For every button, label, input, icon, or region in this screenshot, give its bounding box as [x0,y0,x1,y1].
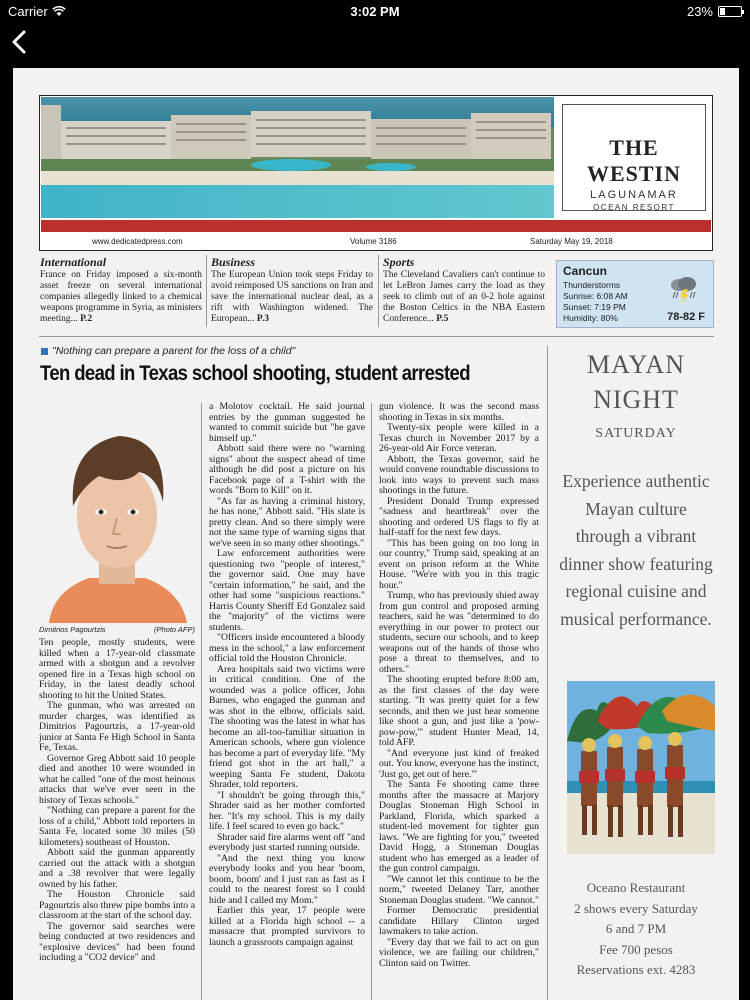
article-column-2 [209,402,365,1000]
divider [371,403,372,1000]
article-paragraph: "And the next thing you know everybody looks and you hear 'boom, boom, boom' and I just ran as fast as I could to the nearest forest so I could hide and I called my Mom." [209,852,365,906]
teaser-section: International [40,255,107,269]
article-paragraph: Law enforcement authorities were questioning two "people of interest," the governor said. One may have "certain information," he said, and the other had some "suspicious reactions." Harris County Sheriff Ed Gonzalez said the "majority" of the victims were students. [209,548,365,633]
article-paragraph: "I shouldn't be going through this," Shrader said as her mother comforted her. "It's my school. This is my daily life. I feel scared to even go back." [209,789,365,832]
kicker-marker-icon [41,348,48,355]
logo-title: THE WESTIN [586,135,682,186]
article-paragraph: Trump, who has previously shied away from gun control and proposed arming teachers, said he was "determined to do everything in our power to protect our students, secure our schools, and to keep weapons out of the hands of those who pose a threat to themselves, and to others." [379,590,539,675]
chevron-left-icon [6,26,36,58]
clock: 3:02 PM [350,4,400,19]
teaser-business[interactable] [211,257,373,325]
article-paragraph: Governor Greg Abbott said 10 people died and another 10 were wounded in what he called "one of the most heinous attacks that we've ever seen in the history of Texas schools." [39,752,195,806]
teaser-page: P.5 [436,314,449,324]
masthead-info-line [40,236,712,250]
article-paragraph: Earlier this year, 17 people were killed at a Florida high school -- a massacre that prompted survivors to launch a grassroots campaign against [209,905,365,948]
ad-description: Experience authentic Mayan culture through a vibrant dinner show featuring regional cuisine and musical performance. [559,471,713,629]
teaser-text: France on Friday imposed a six-month asset freeze on several international companies allegedly linked to a chemical weapons programme in Syria, as ministers meeting... [40,270,202,324]
article-paragraph: a Molotov cocktail. He said journal entries by the gunman suggested he wanted to commit suicide but "he gave himself up." [209,402,365,444]
article-paragraph: "Officers inside encountered a bloody mess in the school," a law enforcement official told the Houston Chronicle. [209,632,365,664]
article-paragraph: "We cannot let this continue to be the norm," tweeted Delaney Tarr, another Stoneman Douglas student. "We cannot." [379,873,539,906]
weather-sunset: Sunset: 7:19 PM [563,302,626,312]
divider [201,403,202,1000]
masthead-red-bar [41,220,711,232]
back-button[interactable] [6,26,36,58]
status-bar [0,0,750,22]
teaser-text: The European Union took steps Friday to avoid reimposed US sanctions on Iran and save the international nuclear deal, as a rift with Washington widened. The European... [211,270,373,324]
kicker-text: "Nothing can prepare a parent for the loss of a child" [52,345,296,357]
logo-subtitle: LAGUNAMAR [590,189,678,201]
article-headline[interactable]: Ten dead in Texas school shooting, student arrested [40,361,470,385]
divider [547,346,548,1000]
article-paragraph: Area hospitals said two victims were in critical condition. One of the wounded was a police officer, John Barnes, who engaged the gunman and was shot in the elbow, officials said. The shooting was the latest in what has become an all-too-familiar situation in American schools, where gun violence has become a part of everyday life. "My friend got shot in the art hall," a weeping Santa Fe student, Dakota Shrader, told reporters. [209,663,365,790]
teaser-section: Sports [383,255,415,269]
battery-percent: 23% [686,4,713,19]
caption-name: Dimitrios Pagourtzis [39,625,106,634]
ad-fee: Fee 700 pesos [599,941,673,957]
article-paragraph: The governor said searches were being conducted at two residences and "explosive devices" had been found including a "CO2 device" and [39,920,195,963]
ad-title-line1: MAYAN [587,350,685,379]
battery-icon [718,6,742,17]
article-paragraph: "As far as having a criminal history, he has none," Abbott said. "His slate is pretty clean. And so there simply were not the same type of warning signs that we've seen in so many other shootings." [209,495,365,549]
battery-group [687,4,742,19]
weather-condition: Thunderstorms [563,280,621,290]
teaser-international[interactable] [40,257,202,325]
nav-bar [0,22,750,62]
article-paragraph: "Nothing can prepare a parent for the loss of a child," Abbott told reporters in Santa Fe, located some 30 miles (50 kilometers) southeast of Houston. [39,805,195,848]
ad-times: 6 and 7 PM [605,921,667,936]
teaser-page: P.3 [256,314,269,324]
article-paragraph: Shrader said fire alarms went off "and everybody just started running outside. [209,831,365,853]
carrier-label: Carrier [8,4,48,19]
divider [206,255,207,327]
article-paragraph: "Every day that we fail to act on gun violence, we are failing our children," Clinton said on Twitter. [379,936,539,969]
article-paragraph: Abbott said the gunman apparently carried out the attack with a shotgun and a .38 revolver that were legally owned by his father. [39,847,195,890]
dancers-photo [567,681,715,854]
thunderstorm-icon [667,275,699,305]
weather-box [556,260,714,328]
divider [378,255,379,327]
mayan-night-ad[interactable] [557,346,715,1000]
ad-day: SATURDAY [595,426,677,441]
article-paragraph: Abbott, the Texas governor, said he would convene roundtable discussions to look into ways to prevent such mass shootings in the future. [379,453,539,496]
masthead-banner [39,95,713,251]
logo-tagline: OCEAN RESORT [593,203,675,212]
ad-shows: 2 shows every Saturday [574,900,698,916]
article-paragraph: President Donald Trump expressed "sadness and heartbreak" over the shooting and ordered US flags to fly at half-staff for the next few days. [379,495,539,538]
weather-city: Cancun [563,264,608,278]
weather-humidity: Humidity: 80% [563,313,618,323]
ad-details [557,878,715,981]
article-column-3 [379,402,539,1000]
weather-sunrise: Sunrise: 6:08 AM [563,291,628,301]
website-label: www.dedicatedpress.com [92,237,183,246]
article-paragraph: Ten people, mostly students, were killed when a 17-year-old classmate armed with a shotgun and a revolver opened fire in a Texas high school on Friday, in the latest deadly school shooting to hit the United States. [39,638,195,701]
article-paragraph: "This has been going on too long in our country," Trump said, speaking at an event on prison reform at the White House. "We're with you in this tragic hour." [379,537,539,591]
teaser-section: Business [211,255,256,269]
resort-photo [41,97,554,218]
teaser-page: P.2 [80,314,93,324]
ad-title-line2: NIGHT [593,385,679,414]
article-paragraph: Former Democratic presidential candidate Hillary Clinton urged lawmakers to take action. [379,905,539,937]
article-paragraph: Twenty-six people were killed in a Texas church in November 2017 by a 26-year-old Air Force veteran. [379,422,539,454]
weather-temperature: 78-82 F [667,311,705,323]
battery-fill [720,8,725,15]
article-paragraph: "And everyone just kind of freaked out. You know, everyone has the instinct, 'Just go, get out of here.'" [379,747,539,780]
ad-reservations: Reservations ext. 4283 [576,962,696,977]
article-paragraph: Abbott said there were no "warning signs" about the suspect ahead of time although he did post a picture on his Facebook page of a T-shirt with the words "Born to Kill" on it. [209,443,365,496]
photo-caption [39,625,195,634]
westin-logo [562,104,706,211]
article-paragraph: gun violence. It was the second mass shooting in Texas in six months. [379,402,539,423]
teaser-sports[interactable] [383,257,545,325]
article-paragraph: The Santa Fe shooting came three months after the massacre at Marjory Douglas Stoneman High School in Parkland, Florida, which sparked a student-led movement for tighter gun laws. "We are fighting for you," tweeted David Hogg, a Stoneman Douglas student who has emerged as a leader of the gun control campaign. [379,779,539,874]
volume-label: Volume 3186 [350,237,397,246]
article-column-1 [39,638,195,1000]
ad-venue: Oceano Restaurant [586,880,686,895]
date-label: Saturday May 19, 2018 [530,237,613,246]
article-paragraph: The Houston Chronicle said Pagourtzis also threw pipe bombs into a classroom at the start of the school day. [39,889,195,921]
newspaper-page[interactable] [13,68,739,1000]
article-kicker [41,345,295,357]
article-paragraph: The shooting erupted before 8:00 am, as the first classes of the day were starting. "It was pretty quiet for a few seconds, and then we just hear someone like shoot a gun, and just like a 'pow-pow-pow,'" student Hunter Mead, 14, told AFP. [379,674,539,748]
teaser-text: The Cleveland Cavaliers can't continue to let LeBron James carry the load as they seek to climb out of an 0-2 hole against the Boston Celtics in the NBA Eastern Conference... [383,270,545,324]
caption-credit: (Photo AFP) [154,625,195,634]
article-paragraph: The gunman, who was arrested on murder charges, was identified as Dimitrios Pagourtzis, a 17-year-old junior at Santa Fe High School in Santa Fe, Texas. [39,700,195,753]
section-divider [39,336,714,337]
suspect-photo [39,406,195,623]
